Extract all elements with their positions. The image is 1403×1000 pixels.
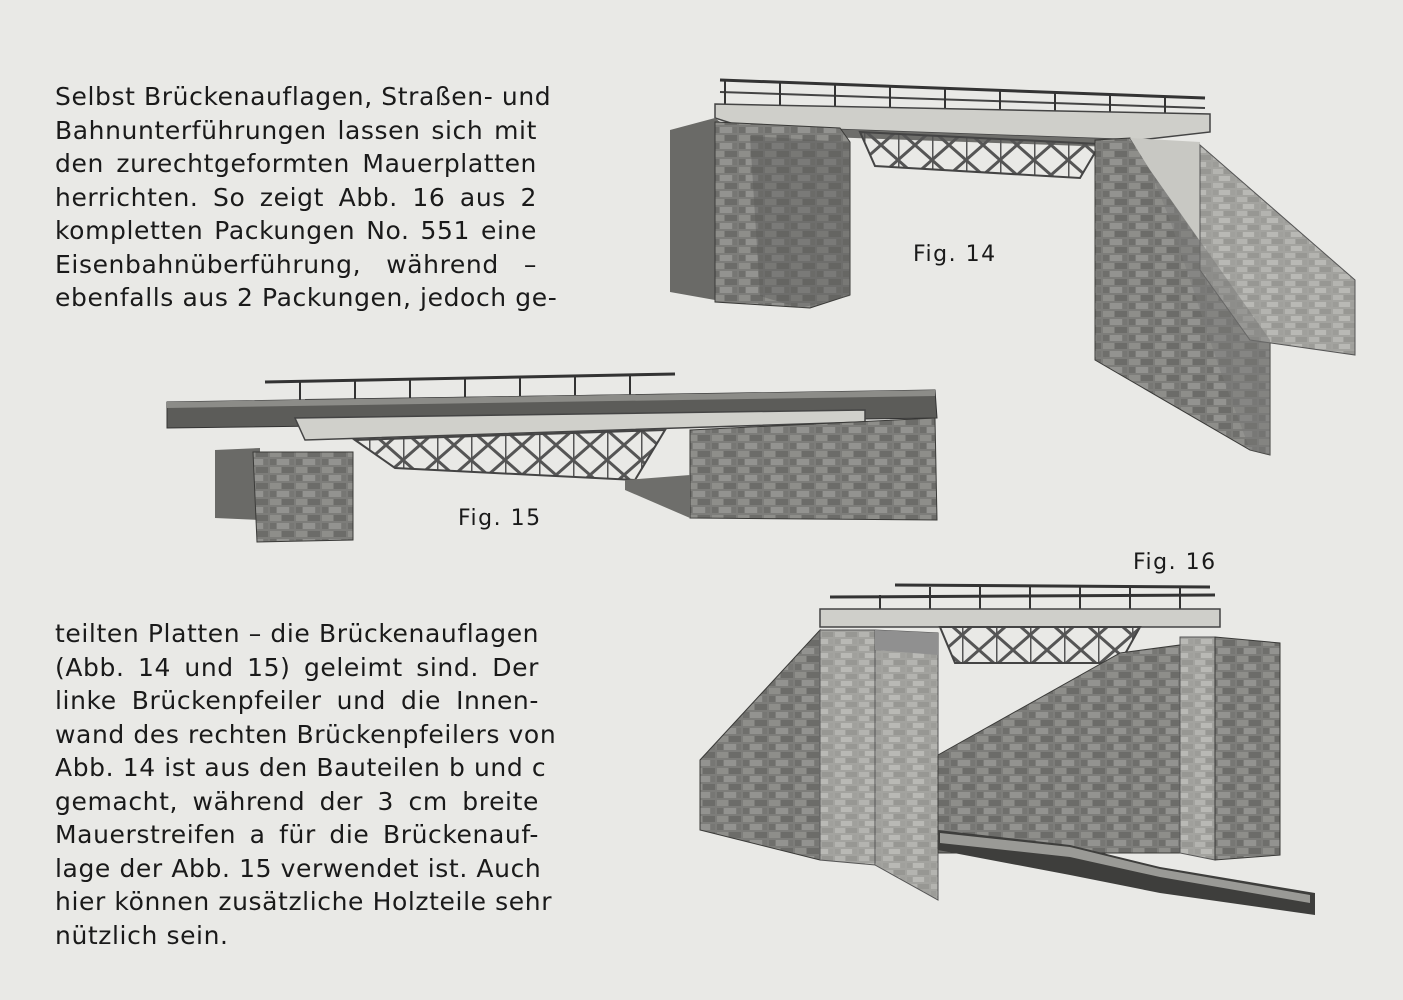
- text-line: ebenfalls aus 2 Packungen, jedoch ge-: [55, 283, 558, 312]
- text-line: den zurechtgeformten Mauerplatten: [55, 149, 537, 178]
- text-line: gemacht, während der 3 cm breite: [55, 786, 539, 816]
- text-line: (Abb. 14 und 15) geleimt sind. Der: [55, 652, 539, 682]
- intro-paragraph: [55, 80, 558, 315]
- figure-16-caption: Fig. 16: [1133, 550, 1217, 575]
- figure-15-bridge-illustration: [165, 370, 945, 555]
- figure-15-caption: Fig. 15: [458, 506, 542, 531]
- continuation-paragraph: [55, 617, 557, 952]
- text-line: Bahnunterführungen lassen sich mit: [55, 115, 537, 145]
- text-line: teilten Platten – die Brückenauflagen: [55, 619, 540, 648]
- figure-14-caption: Fig. 14: [913, 242, 997, 267]
- text-line: kompletten Packungen No. 551 eine: [55, 216, 537, 245]
- text-line: lage der Abb. 15 verwendet ist. Auch: [55, 853, 542, 883]
- text-line: nützlich sein.: [55, 920, 229, 950]
- text-line: Selbst Brückenauflagen, Straßen- und: [55, 82, 552, 111]
- text-line: linke Brückenpfeiler und die Innen-: [55, 686, 539, 715]
- text-line: Eisenbahnüberführung, während –: [55, 249, 537, 279]
- text-line: hier können zusätzliche Holzteile sehr: [55, 887, 553, 916]
- text-line: Mauerstreifen a für die Brückenauf-: [55, 820, 539, 849]
- text-line: wand des rechten Brückenpfeilers von: [55, 719, 557, 749]
- text-line: Abb. 14 ist aus den Bauteilen b und c: [55, 753, 547, 782]
- text-line: herrichten. So zeigt Abb. 16 aus 2: [55, 182, 537, 212]
- figure-16-bridge-illustration: [690, 575, 1330, 920]
